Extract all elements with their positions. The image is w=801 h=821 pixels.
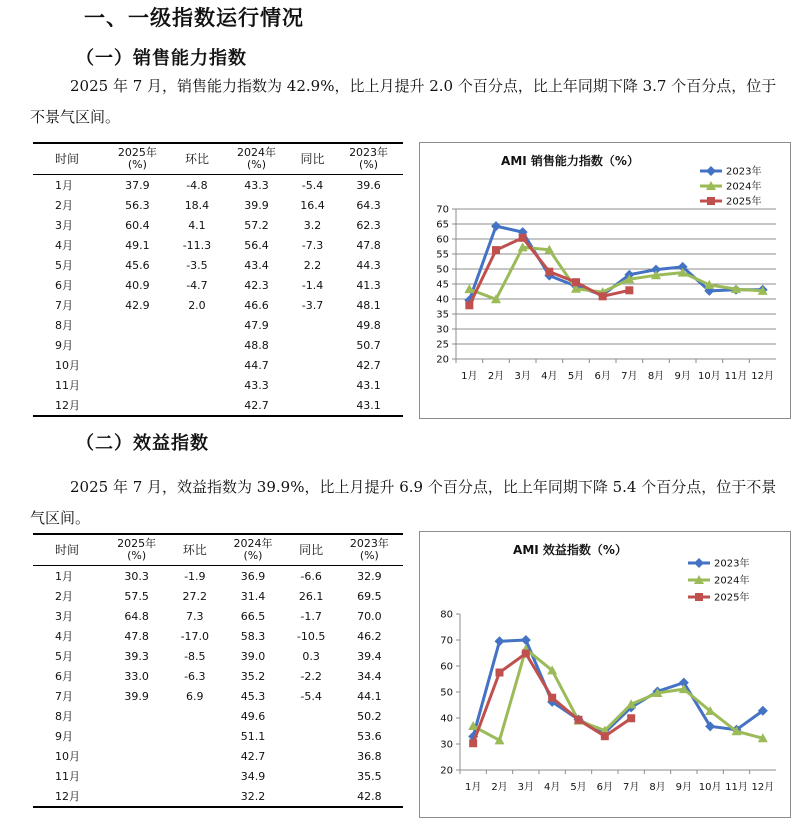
table-cell: 43.1 [356, 398, 381, 412]
table-cell: 1月 [55, 570, 73, 583]
table-cell: 62.3 [356, 218, 381, 232]
y-tick-label: 80 [440, 609, 453, 621]
table-header-row [33, 534, 403, 566]
column-header-line: 时间 [55, 152, 80, 166]
table-cell: 2月 [55, 590, 73, 603]
legend-label: 2024年 [714, 575, 750, 587]
table-cell: 49.8 [356, 318, 381, 332]
table-cell: 42.8 [357, 789, 382, 803]
legend-label: 2023年 [726, 166, 762, 178]
x-tick-label: 4月 [541, 371, 558, 382]
table-row [33, 586, 403, 606]
sales-index-chart [419, 142, 791, 419]
table-cell [103, 375, 172, 395]
table-cell: -6.6 [300, 569, 322, 583]
section-sales-paragraph: 2025 年 7 月，销售能力指数为 42.9%，比上月提升 2.0 个百分点，比上年同期下降 3.7 个百分点，位于不景气区间。 [30, 77, 777, 126]
table-cell: 32.2 [240, 789, 266, 803]
column-header-line: 2025年 [117, 537, 157, 550]
column-header [170, 534, 219, 566]
table-cell: 3.2 [303, 218, 322, 232]
table-cell: 30.3 [124, 569, 149, 583]
table-row [33, 746, 403, 766]
x-tick-label: 9月 [674, 371, 691, 382]
table-cell: 46.2 [357, 629, 382, 643]
table-cell: 57.5 [124, 589, 149, 603]
profit-index-table [33, 533, 403, 808]
table-cell: 48.1 [356, 298, 381, 312]
table-cell: -17.0 [180, 629, 210, 643]
y-tick-label: 40 [436, 294, 449, 306]
x-tick-label: 9月 [675, 782, 693, 793]
x-tick-label: 8月 [647, 371, 665, 382]
x-tick-label: 10月 [698, 782, 722, 793]
x-tick-label: 12月 [751, 782, 775, 793]
column-header [336, 534, 403, 566]
x-tick-label: 2月 [487, 371, 505, 382]
x-tick-label: 5月 [570, 782, 587, 793]
table-cell: -5.4 [300, 689, 322, 703]
table-cell: 5月 [55, 650, 73, 663]
x-tick-label: 3月 [514, 371, 531, 382]
table-cell: -2.2 [300, 669, 322, 683]
table-cell [170, 746, 219, 766]
table-cell [287, 706, 336, 726]
table-row [33, 606, 403, 626]
table-cell: 66.5 [240, 609, 266, 623]
table-cell: -7.3 [301, 238, 324, 252]
table-cell [103, 726, 170, 746]
table-cell: 4月 [55, 630, 73, 643]
y-tick-label: 30 [440, 739, 453, 751]
legend-item [688, 591, 749, 604]
data-point-marker [706, 166, 716, 176]
x-tick-label: 6月 [596, 782, 614, 793]
legend-label: 2025年 [714, 592, 750, 604]
table-cell: 39.4 [357, 649, 382, 663]
x-tick-label: 2月 [491, 782, 508, 793]
table-row [33, 566, 403, 587]
data-point-marker [496, 669, 504, 677]
table-cell [103, 355, 172, 375]
table-row [33, 255, 403, 275]
table-cell: -3.7 [301, 298, 324, 312]
table-row [33, 355, 403, 375]
table-row [33, 646, 403, 666]
table-cell: 60.4 [125, 218, 150, 232]
column-header-line: 环比 [184, 152, 209, 166]
x-tick-label: 10月 [697, 371, 721, 382]
profit-index-chart [419, 531, 791, 818]
section-sales-heading: （一）销售能力指数 [76, 48, 247, 69]
data-point-marker [495, 636, 505, 646]
table-cell [103, 395, 172, 416]
table-cell: 43.3 [244, 378, 269, 392]
table-cell: 1月 [55, 179, 73, 192]
y-tick-label: 40 [440, 713, 453, 725]
table-cell [172, 355, 222, 375]
table-cell: 12月 [55, 399, 80, 412]
table-cell: 56.3 [125, 198, 150, 212]
table-row [33, 666, 403, 686]
x-tick-label: 11月 [724, 371, 748, 382]
x-tick-label: 8月 [649, 782, 666, 793]
table-cell: 43.3 [244, 178, 269, 192]
table-row [33, 195, 403, 215]
column-header [33, 534, 103, 566]
y-tick-label: 45 [436, 279, 449, 291]
table-cell: 39.6 [356, 178, 381, 192]
table-cell: 47.8 [356, 238, 381, 252]
table-cell: 45.3 [240, 689, 266, 703]
table-cell: 41.3 [356, 278, 381, 292]
table-cell [291, 335, 334, 355]
table-cell: 0.3 [302, 649, 320, 663]
table-cell: 2.0 [188, 298, 206, 312]
table-cell: 36.9 [240, 569, 266, 583]
legend-label: 2023年 [714, 558, 750, 570]
y-tick-label: 55 [436, 249, 449, 261]
table-cell: 18.4 [184, 198, 210, 212]
x-tick-label: 6月 [594, 371, 611, 382]
table-cell: -1.4 [301, 278, 324, 292]
table-cell: 49.1 [125, 238, 150, 252]
column-header-line: (%) [246, 158, 266, 171]
table-cell: 8月 [55, 710, 73, 723]
table-row [33, 275, 403, 295]
sales-index-table [33, 142, 403, 417]
table-cell: 4.1 [188, 218, 206, 232]
legend-item [700, 180, 761, 193]
table-cell: 64.8 [124, 609, 149, 623]
table-cell: 4月 [55, 239, 73, 252]
y-tick-label: 70 [436, 204, 449, 216]
column-header-line: (%) [359, 158, 379, 171]
section-profit-paragraph: 2025 年 7 月，效益指数为 39.9%，比上月提升 6.9 个百分点，比上年同期下降 5.4 个百分点，位于不景气区间。 [30, 478, 777, 527]
x-tick-label: 7月 [621, 371, 638, 382]
table-row [33, 175, 403, 196]
table-cell: 11月 [55, 379, 80, 392]
table-cell: 39.9 [124, 689, 149, 703]
table-cell: -4.8 [186, 178, 208, 192]
legend-item [700, 195, 761, 208]
data-point-marker [599, 292, 607, 300]
data-point-marker [694, 558, 704, 568]
table-cell: 34.4 [357, 669, 382, 683]
table-cell: 39.0 [240, 649, 266, 663]
table-cell: 50.2 [357, 709, 382, 723]
table-cell: 6.9 [186, 689, 204, 703]
legend-item [688, 574, 749, 587]
data-point-marker [522, 650, 530, 658]
table-cell: 57.2 [244, 218, 269, 232]
table-cell: 10月 [55, 750, 80, 763]
table-cell [172, 395, 222, 416]
y-tick-label: 50 [440, 687, 453, 699]
table-cell: 46.6 [244, 298, 269, 312]
table-cell: 43.4 [244, 258, 269, 272]
table-cell: 37.9 [125, 178, 150, 192]
column-header-line: 时间 [55, 543, 80, 557]
column-header-line: 2025年 [117, 146, 157, 159]
table-cell: 35.5 [357, 769, 382, 783]
x-tick-label: 11月 [725, 782, 748, 793]
table-cell: 42.7 [356, 358, 381, 372]
page-heading: 一、一级指数运行情况 [84, 5, 304, 30]
table-cell: 32.9 [357, 569, 382, 583]
column-header [103, 534, 170, 566]
table-cell: 3月 [55, 219, 73, 232]
x-tick-label: 3月 [517, 782, 535, 793]
y-tick-label: 65 [436, 219, 449, 231]
data-point-marker [469, 739, 477, 747]
table-cell: 50.7 [356, 338, 381, 352]
table-cell: 43.1 [356, 378, 381, 392]
table-cell [172, 375, 222, 395]
column-header [172, 143, 222, 175]
data-point-marker [519, 234, 527, 242]
column-header [219, 534, 286, 566]
table-cell: 53.6 [357, 729, 382, 743]
table-cell: 69.5 [357, 589, 382, 603]
table-row [33, 626, 403, 646]
chart-title: AMI 效益指数（%） [513, 543, 627, 557]
table-row [33, 215, 403, 235]
y-tick-label: 50 [436, 264, 449, 276]
x-tick-label: 12月 [751, 371, 775, 382]
table-cell [287, 766, 336, 786]
table-cell: -5.4 [301, 178, 324, 192]
x-tick-label: 1月 [464, 782, 482, 793]
table-cell: 10月 [55, 359, 80, 372]
table-row [33, 375, 403, 395]
table-cell: -1.9 [184, 569, 206, 583]
column-header-line: (%) [359, 549, 379, 562]
table-row [33, 235, 403, 255]
data-point-marker [627, 714, 635, 722]
table-cell: -11.3 [182, 238, 212, 252]
data-point-marker [695, 593, 703, 601]
table-cell: 8月 [55, 319, 73, 332]
y-tick-label: 30 [436, 324, 449, 336]
table-cell [287, 726, 336, 746]
table-cell: 42.3 [244, 278, 269, 292]
column-header [222, 143, 291, 175]
table-cell [103, 766, 170, 786]
column-header-line: 2024年 [233, 537, 273, 550]
table-cell: 56.4 [244, 238, 269, 252]
table-cell: 39.3 [124, 649, 149, 663]
table-cell: -8.5 [184, 649, 206, 663]
profit-index-chart-svg [420, 532, 790, 817]
legend-item [688, 557, 749, 570]
table-cell [291, 395, 334, 416]
data-point-marker [548, 694, 556, 702]
table-cell [103, 315, 172, 335]
table-cell [291, 315, 334, 335]
column-header-line: 2023年 [349, 537, 389, 550]
table-cell: 40.9 [125, 278, 150, 292]
data-point-marker [492, 246, 500, 254]
table-row [33, 786, 403, 807]
table-cell: -10.5 [296, 629, 326, 643]
column-header [334, 143, 403, 175]
table-cell: -6.3 [184, 669, 206, 683]
table-cell: 31.4 [240, 589, 266, 603]
column-header-line: (%) [127, 549, 147, 562]
table-cell: 70.0 [357, 609, 382, 623]
table-cell: 49.6 [240, 709, 266, 723]
legend-label: 2024年 [726, 181, 762, 193]
table-cell [170, 786, 219, 807]
table-cell [103, 335, 172, 355]
table-cell [103, 706, 170, 726]
column-header [287, 534, 336, 566]
column-header-line: (%) [127, 158, 147, 171]
y-tick-label: 20 [436, 354, 449, 366]
table-cell: 7月 [55, 690, 73, 703]
table-cell: 12月 [55, 790, 80, 803]
table-cell: 44.7 [244, 358, 269, 372]
data-point-marker [465, 301, 473, 309]
table-cell: 7月 [55, 299, 73, 312]
table-cell: 47.8 [124, 629, 149, 643]
table-row [33, 686, 403, 706]
table-cell: 2.2 [303, 258, 322, 272]
table-row [33, 335, 403, 355]
table-cell [291, 355, 334, 375]
x-tick-label: 7月 [622, 782, 640, 793]
table-cell: 51.1 [240, 729, 266, 743]
table-cell: 42.7 [240, 749, 266, 763]
data-point-marker [707, 197, 715, 205]
series-line [473, 640, 763, 736]
table-cell: 58.3 [240, 629, 266, 643]
table-cell: 42.9 [125, 298, 150, 312]
section-profit-heading: （二）效益指数 [76, 433, 209, 454]
x-tick-label: 1月 [461, 371, 478, 382]
legend-label: 2025年 [726, 196, 762, 208]
table-cell: 9月 [55, 730, 73, 743]
table-header-row [33, 143, 403, 175]
table-cell [287, 746, 336, 766]
table-cell: 44.3 [356, 258, 381, 272]
table-cell: 34.9 [240, 769, 266, 783]
data-point-marker [572, 278, 580, 286]
table-cell: 5月 [55, 259, 73, 272]
table-cell: 64.3 [356, 198, 381, 212]
table-cell: 2月 [55, 199, 73, 212]
table-cell: 27.2 [182, 589, 208, 603]
data-point-marker [545, 268, 553, 276]
table-cell: 7.3 [186, 609, 204, 623]
table-row [33, 295, 403, 315]
column-header-line: (%) [243, 549, 263, 562]
y-tick-label: 70 [440, 635, 453, 647]
data-point-marker [491, 221, 501, 231]
table-cell: 6月 [55, 670, 73, 683]
y-tick-label: 60 [436, 234, 449, 246]
table-cell [103, 746, 170, 766]
column-header-line: 环比 [182, 543, 207, 557]
table-row [33, 706, 403, 726]
table-cell: -4.7 [186, 278, 208, 292]
table-cell: 3月 [55, 610, 73, 623]
table-cell [291, 375, 334, 395]
column-header-line: 同比 [300, 152, 325, 166]
column-header-line: 2024年 [236, 146, 276, 159]
y-tick-label: 35 [436, 309, 449, 321]
table-cell: 9月 [55, 339, 73, 352]
data-point-marker [521, 635, 531, 645]
table-cell: 11月 [55, 770, 80, 783]
table-row [33, 766, 403, 786]
table-cell: 44.1 [357, 689, 382, 703]
table-cell: 45.6 [125, 258, 150, 272]
table-cell: 47.9 [244, 318, 269, 332]
table-cell: -3.5 [186, 258, 208, 272]
legend-item [700, 165, 761, 178]
table-cell: 6月 [55, 279, 73, 292]
x-tick-label: 4月 [543, 782, 561, 793]
table-cell [172, 335, 222, 355]
table-row [33, 726, 403, 746]
table-cell: 42.7 [244, 398, 269, 412]
table-cell: 39.9 [244, 198, 269, 212]
y-tick-label: 25 [436, 339, 449, 351]
chart-title: AMI 销售能力指数（%） [501, 154, 639, 168]
table-cell [287, 786, 336, 807]
data-point-marker [601, 732, 609, 740]
table-cell [170, 766, 219, 786]
table-cell: -1.7 [300, 609, 322, 623]
column-header [33, 143, 103, 175]
table-cell: 36.8 [357, 749, 382, 763]
table-cell: 16.4 [300, 198, 325, 212]
x-tick-label: 5月 [567, 371, 585, 382]
column-header-line: 2023年 [349, 146, 389, 159]
table-row [33, 395, 403, 416]
table-row [33, 315, 403, 335]
table-cell [103, 786, 170, 807]
table-cell [170, 726, 219, 746]
data-point-marker [575, 716, 583, 724]
table-cell [172, 315, 222, 335]
table-cell: 33.0 [124, 669, 149, 683]
y-tick-label: 20 [440, 765, 453, 777]
table-cell: 35.2 [240, 669, 266, 683]
table-cell: 48.8 [244, 338, 269, 352]
sales-index-chart-svg [420, 143, 790, 418]
column-header-line: 同比 [299, 543, 324, 557]
column-header [291, 143, 334, 175]
table-cell: 26.1 [298, 589, 324, 603]
y-tick-label: 60 [440, 661, 453, 673]
table-cell [170, 706, 219, 726]
column-header [103, 143, 172, 175]
data-point-marker [625, 286, 633, 294]
